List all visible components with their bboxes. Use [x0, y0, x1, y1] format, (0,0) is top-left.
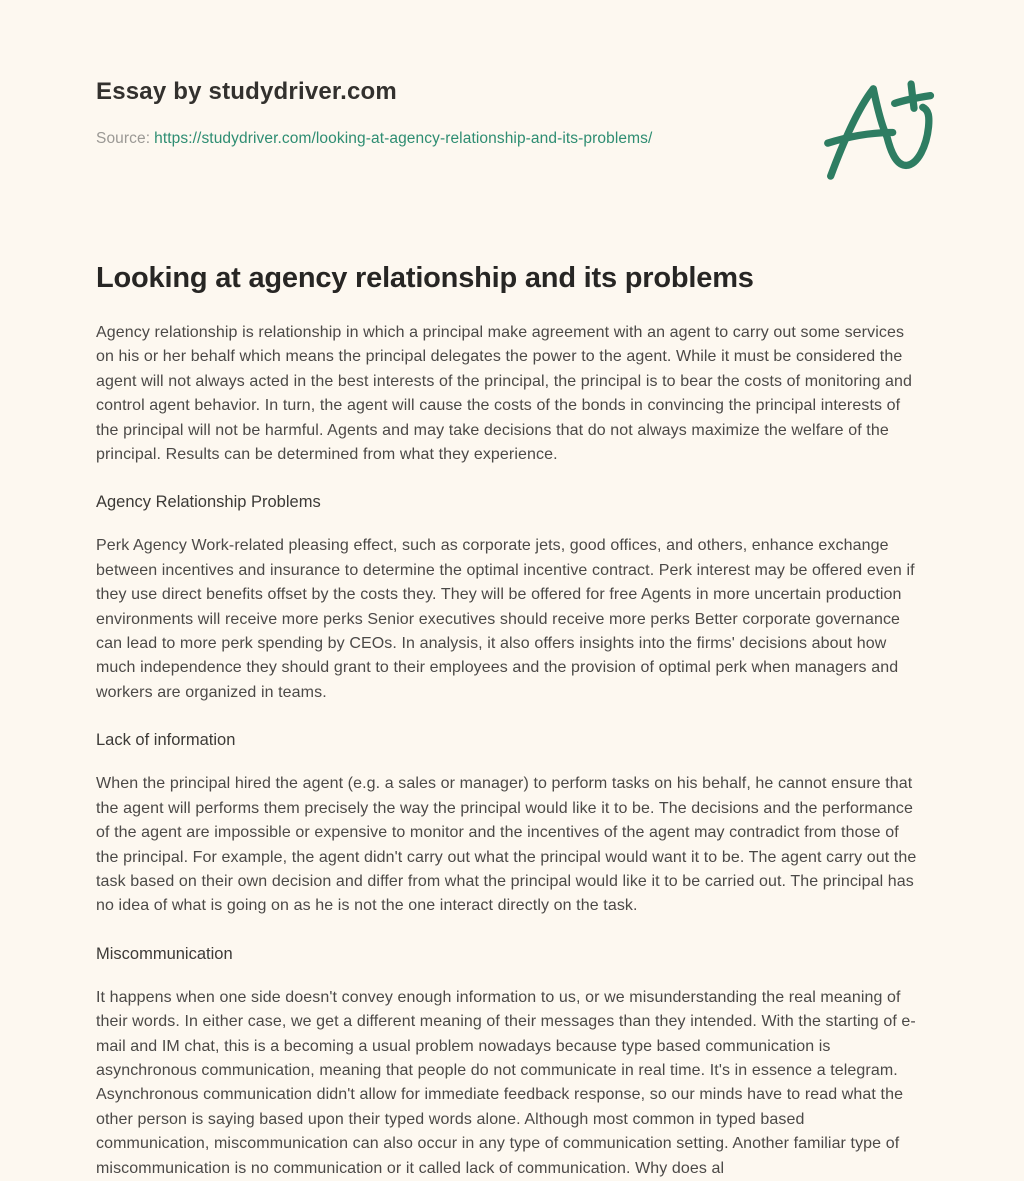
page-title: Essay by studydriver.com	[96, 78, 397, 105]
studydriver-logo	[820, 76, 946, 188]
source-label: Source:	[96, 130, 151, 147]
source-line	[96, 130, 924, 148]
heading-miscommunication: Miscommunication	[96, 944, 233, 963]
essay-title: Looking at agency relationship and its problems	[96, 262, 754, 294]
paragraph-intro: Agency relationship is relationship in which a principal make agreement with an agent to carry out some services on his or her behalf which means the principal delegates the power to the agent. While it must be considered the agent will not always acted in the best interests of the principal, the principal is to bear the costs of monitoring and control agent behavior. In turn, the agent will cause the costs of the bonds in convincing the principal interests of the principal will not be harmful. Agents and may take decisions that do not always maximize the welfare of the principal. Results can be determined from what they experience.	[96, 324, 912, 464]
paragraph-lack-of-information: When the principal hired the agent (e.g. a sales or manager) to perform tasks on his behalf, he cannot ensure that the agent will performs them precisely the way the principal would like it to be. The decisions and the performance of the agent are impossible or expensive to monitor and the incentives of the agent may contradict from those of the principal. For example, the agent didn't carry out what the principal would want it to be. The agent carry out the task based on their own decision and differ from what the principal would like it to be carried out. The principal has no idea of what is going on as he is not the one interact directly on the task.	[96, 775, 917, 915]
paragraph-perk-agency: Perk Agency Work-related pleasing effect, such as corporate jets, good offices, and others, enhance exchange between incentives and insurance to determine the optimal incentive contract. Perk interest may be offered even if they use direct benefits offset by the costs they. They will be offered for free Agents in more uncertain production environments will receive more perks Senior executives should receive more perks Better corporate governance can lead to more perk spending by CEOs. In analysis, it also offers insights into the firms' decisions about how much independence they should grant to their employees and the provision of optimal perk when managers and workers are organized in teams.	[96, 537, 915, 701]
document-header	[96, 78, 924, 148]
essay-body	[96, 262, 924, 1181]
a-plus-logo-icon	[820, 76, 946, 188]
paragraph-miscommunication: It happens when one side doesn't convey enough information to us, or we misunderstanding the real meaning of their words. In either case, we get a different meaning of their messages than they intended. With the starting of e-mail and IM chat, this is a becoming a usual problem nowadays because type based communication is asynchronous communication, meaning that people do not communicate in real time. It's in essence a telegram. Asynchronous communication didn't allow for immediate feedback response, so our minds have to read what the other person is saying based upon their typed words alone. Although most common in typed based communication, miscommunication can also occur in any type of communication setting. Another familiar type of miscommunication is no communication or it called lack of communication. Why does al	[96, 988, 916, 1177]
source-url-link[interactable]: https://studydriver.com/looking-at-agency-relationship-and-its-problems/	[154, 130, 653, 147]
heading-agency-relationship-problems: Agency Relationship Problems	[96, 493, 321, 512]
heading-lack-of-information: Lack of information	[96, 731, 236, 750]
